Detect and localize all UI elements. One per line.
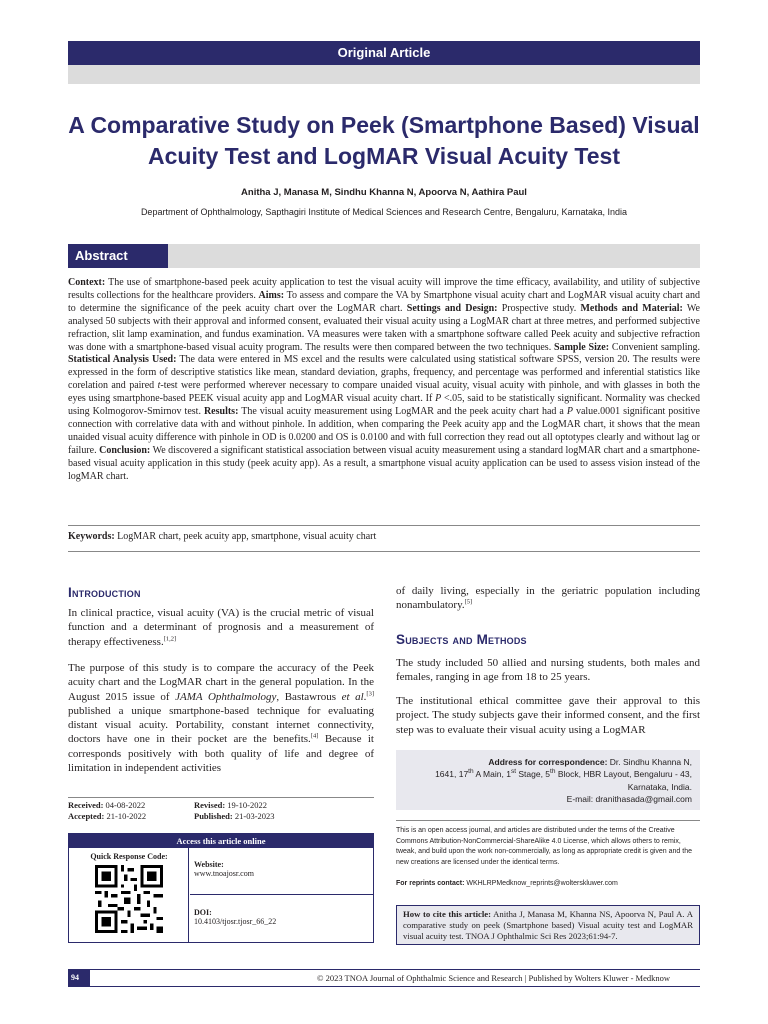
article-title: A Comparative Study on Peek (Smartphone Based) Visual Acuity Test and LogMAR Visual Acuity Test: [68, 112, 700, 169]
intro-p2-text-e: Because it corresponds positively with both quality of life and degree of limitation in independent activities: [68, 733, 374, 775]
results-p: P: [566, 406, 573, 418]
journal-name: JAMA Ophthalmology: [175, 690, 277, 703]
conclusion-label: Conclusion:: [99, 444, 151, 456]
aims-text: To assess and compare the VA by Smartphone visual acuity chart and LogMAR visual acuity chart and to determine the significance of the peek acuity chart over the LogMAR chart.: [68, 289, 700, 314]
context-label: Context:: [68, 277, 106, 288]
article-type-banner: [68, 41, 700, 65]
stats-text-2: -test were performed wherever necessary to compare unaided visual acuity, visual acuity with pinhole, and with glasses in both the eyes using smartphone-based PEEK visual acuity app and LogMAR visual acuity chart. If: [68, 380, 700, 405]
stats-text-3: <.05, said to be statistically significant. Normality was checked using Kolmogorov-Smirnov test.: [68, 393, 700, 418]
intro-p1-text: In clinical practice, visual acuity (VA) is the crucial metric of visual function and a determinant of prognosis and a measurement of therapy effectiveness.: [68, 607, 374, 648]
accepted-label: Accepted:: [68, 810, 105, 821]
subjects-paragraph-1: The study included 50 allied and nursing students, both males and females, ranging in age from 18 to 25 years.: [396, 657, 700, 684]
abstract-rule: [68, 525, 700, 526]
results-label: Results:: [203, 406, 239, 418]
results-text-2: value.0001 significant positive connection with correlative data with and without pinhole. In addition, when comparing the Peek acuity app and the LogMAR chart, it shows that the mean unaided visual acuity difference with pinhole in OD is 0.0200 and OS is 0.0100 and with full correction they read out all optotypes clearly and without lag or failure.: [68, 406, 700, 456]
website-link[interactable]: www.tnoajosr.com: [194, 869, 254, 878]
address-sup: st: [510, 768, 516, 776]
reprints-label: For reprints contact:: [396, 880, 465, 887]
footer-text: © 2023 TNOA Journal of Ophthalmic Science and Research | Published by Wolters Kluwer - Medknow: [90, 969, 700, 987]
cite-text: Anitha J, Manasa M, Khanna NS, Apoorva N, Paul A. A comparative study on peek (Smartphone based) Visual acuity test and LogMAR visual acuity test. TNOA J Ophthalmic Sci Res 2023;61:94-7.: [403, 909, 693, 942]
abstract-body: [68, 277, 700, 484]
cite-label: How to cite this article:: [403, 909, 492, 919]
stats-label: Statistical Analysis Used:: [68, 354, 177, 366]
correspondence-email[interactable]: E-mail: dranithasada@gmail.com: [566, 793, 692, 804]
continuation-text: of daily living, especially in the geriatric population including nonambulatory.: [396, 585, 700, 612]
correspondence-box: [396, 750, 700, 810]
article-type-label: Original Article: [337, 45, 431, 60]
article-dates: [68, 800, 374, 821]
license-text: This is an open access journal, and articles are distributed under the terms of the Creative Commons Attribution-NonCommercial-ShareAlike 4.0 License, which allows others to remix, tweak, and build upon the work non-commercially, as long as appropriate credit is given and the new creations are licensed under the identical terms.: [396, 827, 692, 867]
revised-date: 19-10-2022: [225, 800, 267, 810]
access-online-box: [68, 833, 374, 943]
reprints-email[interactable]: WKHLRPMedknow_reprints@wolterskluwer.com: [464, 880, 618, 887]
address-part: Stage, 5: [516, 769, 551, 780]
dates-rule: [68, 797, 374, 798]
stats-t: t: [157, 380, 161, 392]
doi-cell: [190, 896, 373, 942]
settings-text: Prospective study.: [497, 302, 581, 314]
qr-cell: [69, 848, 189, 942]
aims-label: Aims:: [258, 289, 285, 301]
reprints-contact: [396, 880, 700, 887]
citation-ref: [4]: [310, 732, 319, 740]
doi-link[interactable]: 10.4103/tjosr.tjosr_66_22: [194, 917, 277, 926]
address-part: Block, HBR Layout, Bengaluru - 43,: [555, 769, 692, 780]
author-list: Anitha J, Manasa M, Sindhu Khanna N, Apoorva N, Aathira Paul: [241, 187, 527, 198]
continuation-paragraph: [396, 584, 700, 613]
abstract-heading: Abstract: [68, 244, 168, 268]
address-sup: th: [550, 768, 556, 776]
published-date: 21-03-2023: [232, 810, 275, 821]
address-part: A Main, 1: [473, 769, 511, 780]
header-divider: [68, 65, 700, 84]
citation-ref: [1,2]: [163, 634, 177, 642]
received-label: Received:: [68, 800, 104, 810]
conclusion-text: We discovered a significant statistical association between visual acuity measurement using a standard logMAR chart and a smartphone-based visual acuity application in this study (peek acuity app). As a result, a smartphone visual acuity application can be used to assess vision instead of the logMAR chart.: [68, 444, 701, 482]
settings-label: Settings and Design:: [406, 302, 498, 314]
intro-p2-text: The purpose of this study is to compare the accuracy of the Peek acuity chart and the LogMAR chart in the general population. In the August 2015 issue of: [68, 662, 374, 703]
correspondence-name: Dr. Sindhu Khanna N,: [607, 757, 692, 767]
received-date: 04-08-2022: [103, 800, 146, 810]
qr-label: Quick Response Code:: [90, 852, 168, 861]
correspondence-label: Address for correspondence:: [488, 757, 608, 767]
affiliation: Department of Ophthalmology, Sapthagiri Institute of Medical Sciences and Research Centre, Bengaluru, Karnataka, India: [140, 207, 628, 217]
license-rule: [396, 820, 700, 821]
page-number: 94: [68, 969, 90, 987]
address-part: 1641, 17: [435, 769, 469, 780]
context-text: The use of smartphone-based peek acuity application to test the visual acuity will improve the time efficacy, availability, and utility of subjective results collections for the healthcare providers.: [68, 277, 700, 301]
introduction-paragraph-2: [68, 661, 374, 775]
citation-ref: [3]: [366, 689, 374, 697]
correspondence-state: Karnataka, India.: [627, 781, 692, 792]
methods-label: Methods and Material:: [580, 302, 683, 314]
published-label: Published:: [194, 810, 233, 821]
subjects-paragraph-2: The institutional ethical committee gave their approval to this project. The study subjects gave their informed consent, and the first step was to evaluate their visual acuity using a LogMAR: [396, 695, 700, 736]
website-label: Website:: [194, 860, 224, 869]
revised-label: Revised:: [194, 800, 226, 810]
access-heading: Access this article online: [69, 834, 373, 848]
keywords: [68, 531, 700, 542]
keywords-rule: [68, 551, 700, 552]
stats-p: P: [435, 393, 442, 405]
intro-p2-text-c: .: [363, 690, 367, 703]
sample-label: Sample Size:: [554, 341, 610, 353]
doi-label: DOI:: [194, 908, 212, 917]
introduction-paragraph-1: [68, 606, 374, 649]
accepted-date: 21-10-2022: [104, 810, 147, 821]
intro-p2-text-d: published a unique smartphone-based technique for evaluating distant visual acuity. Portability, constant internet connectivity, doctors have one in their pocket are the benefits.: [68, 704, 374, 746]
website-cell: [190, 848, 373, 895]
sample-text: Convenient sampling.: [609, 341, 700, 353]
intro-p2-text-b: , Bastawrous: [276, 690, 342, 703]
abstract-header: [68, 244, 700, 268]
et-al: et al: [341, 690, 364, 703]
methods-text: We analysed 50 subjects with their approval and informed consent, evaluated their visual acuity using a LogMAR chart at three metres, and performed subjective refraction, slit lamp examination, and fundus examination. VA measures were taken with a smartphone software called Peek acuity and subjective refraction was done with a smartphone-based visual acuity program. The results were then compared between the two techniques.: [68, 302, 700, 353]
subjects-methods-heading: Subjects and Methods: [396, 632, 527, 647]
citation-ref: [5]: [464, 598, 473, 606]
address-sup: th: [468, 768, 474, 776]
how-to-cite-box: [396, 905, 700, 945]
page-footer: [68, 969, 700, 987]
keywords-text: LogMAR chart, peek acuity app, smartphone, visual acuity chart: [114, 531, 377, 542]
keywords-label: Keywords:: [68, 531, 115, 542]
results-text: The visual acuity measurement using LogMAR and the peek acuity chart had a: [238, 406, 567, 418]
qr-code-icon[interactable]: [95, 865, 163, 933]
introduction-heading: Introduction: [68, 585, 141, 600]
stats-text: The data were entered in MS excel and the results were calculated using statistical software SPSS, version 20. The results were expressed in the form of descriptive statistics like mean, standard deviation, graphs, frequency, and percentage was performed and inferential statistics like corelation and paired: [68, 354, 701, 392]
correspondence-address: [404, 768, 692, 780]
